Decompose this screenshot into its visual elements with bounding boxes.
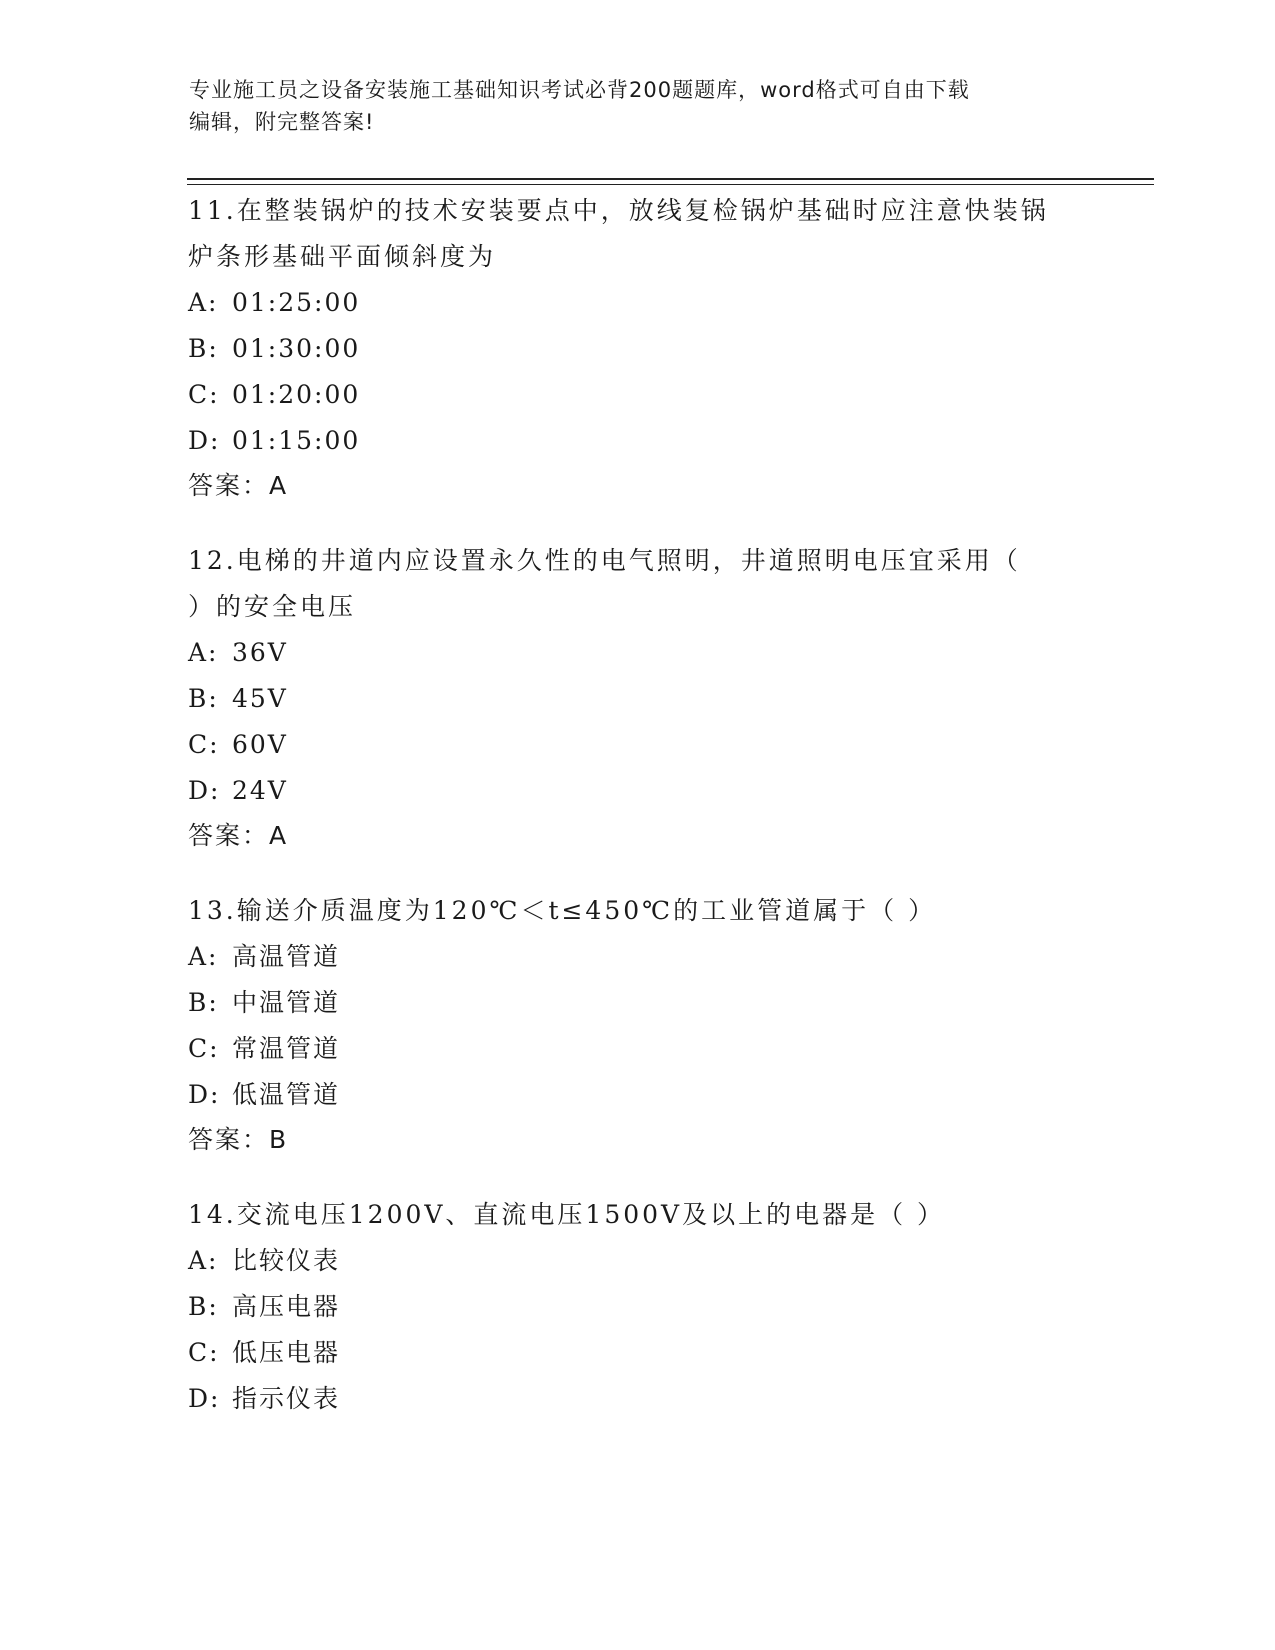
header-divider-thick (187, 178, 1154, 180)
option-text: 指示仪表 (232, 1384, 341, 1413)
question-stem: 12.电梯的井道内应设置永久性的电气照明，井道照明电压宜采用（ ）的安全电压 (188, 546, 1021, 621)
option-letter: A: (188, 1246, 219, 1275)
option-text: 60V (232, 730, 288, 759)
option-c (188, 722, 1088, 768)
option-c (188, 1330, 1088, 1376)
option-letter: B: (188, 988, 219, 1017)
option-a (188, 630, 1088, 676)
option-letter: C: (188, 730, 220, 759)
question-11 (188, 188, 1088, 508)
answer-line: 答案：A (188, 471, 289, 500)
option-text: 01:25:00 (232, 288, 361, 317)
option-a (188, 1238, 1088, 1284)
option-letter: C: (188, 1034, 220, 1063)
option-b (188, 326, 1088, 372)
option-text: 高压电器 (232, 1292, 341, 1321)
option-letter: B: (188, 684, 219, 713)
option-letter: A: (188, 288, 219, 317)
question-13 (188, 888, 1088, 1162)
option-letter: C: (188, 1338, 220, 1367)
option-b (188, 676, 1088, 722)
option-letter: B: (188, 334, 219, 363)
question-14 (188, 1192, 1088, 1422)
option-text: 01:30:00 (232, 334, 361, 363)
option-a (188, 934, 1088, 980)
header-divider-thin (187, 184, 1154, 185)
option-text: 24V (232, 776, 288, 805)
option-letter: C: (188, 380, 220, 409)
option-text: 低温管道 (232, 1080, 341, 1109)
option-c (188, 1026, 1088, 1072)
option-text: 45V (232, 684, 288, 713)
option-text: 01:20:00 (232, 380, 361, 409)
question-list (188, 188, 1088, 1452)
option-text: 常温管道 (232, 1034, 341, 1063)
option-letter: D: (188, 426, 221, 455)
option-a (188, 280, 1088, 326)
option-text: 36V (232, 638, 288, 667)
option-letter: D: (188, 776, 221, 805)
answer-line: 答案：B (188, 1125, 289, 1154)
answer-line: 答案：A (188, 821, 289, 850)
option-b (188, 980, 1088, 1026)
option-letter: A: (188, 638, 219, 667)
option-letter: D: (188, 1080, 221, 1109)
question-stem: 11.在整装锅炉的技术安装要点中，放线复检锅炉基础时应注意快装锅 炉条形基础平面倾斜度为 (188, 196, 1049, 271)
option-d (188, 418, 1088, 464)
question-stem: 14.交流电压1200V、直流电压1500V及以上的电器是（ ） (188, 1200, 946, 1229)
option-text: 比较仪表 (232, 1246, 341, 1275)
option-d (188, 1376, 1088, 1422)
option-letter: D: (188, 1384, 221, 1413)
option-text: 中温管道 (232, 988, 341, 1017)
question-12 (188, 538, 1088, 858)
question-stem: 13.输送介质温度为120℃＜t≤450℃的工业管道属于（ ） (188, 896, 937, 925)
document-header: 专业施工员之设备安装施工基础知识考试必背200题题库，word格式可自由下载 编辑，附完整答案! (189, 78, 970, 134)
option-c (188, 372, 1088, 418)
option-letter: B: (188, 1292, 219, 1321)
option-text: 低压电器 (232, 1338, 341, 1367)
option-b (188, 1284, 1088, 1330)
option-text: 高温管道 (232, 942, 341, 971)
option-d (188, 768, 1088, 814)
option-d (188, 1072, 1088, 1118)
option-letter: A: (188, 942, 219, 971)
option-text: 01:15:00 (232, 426, 361, 455)
